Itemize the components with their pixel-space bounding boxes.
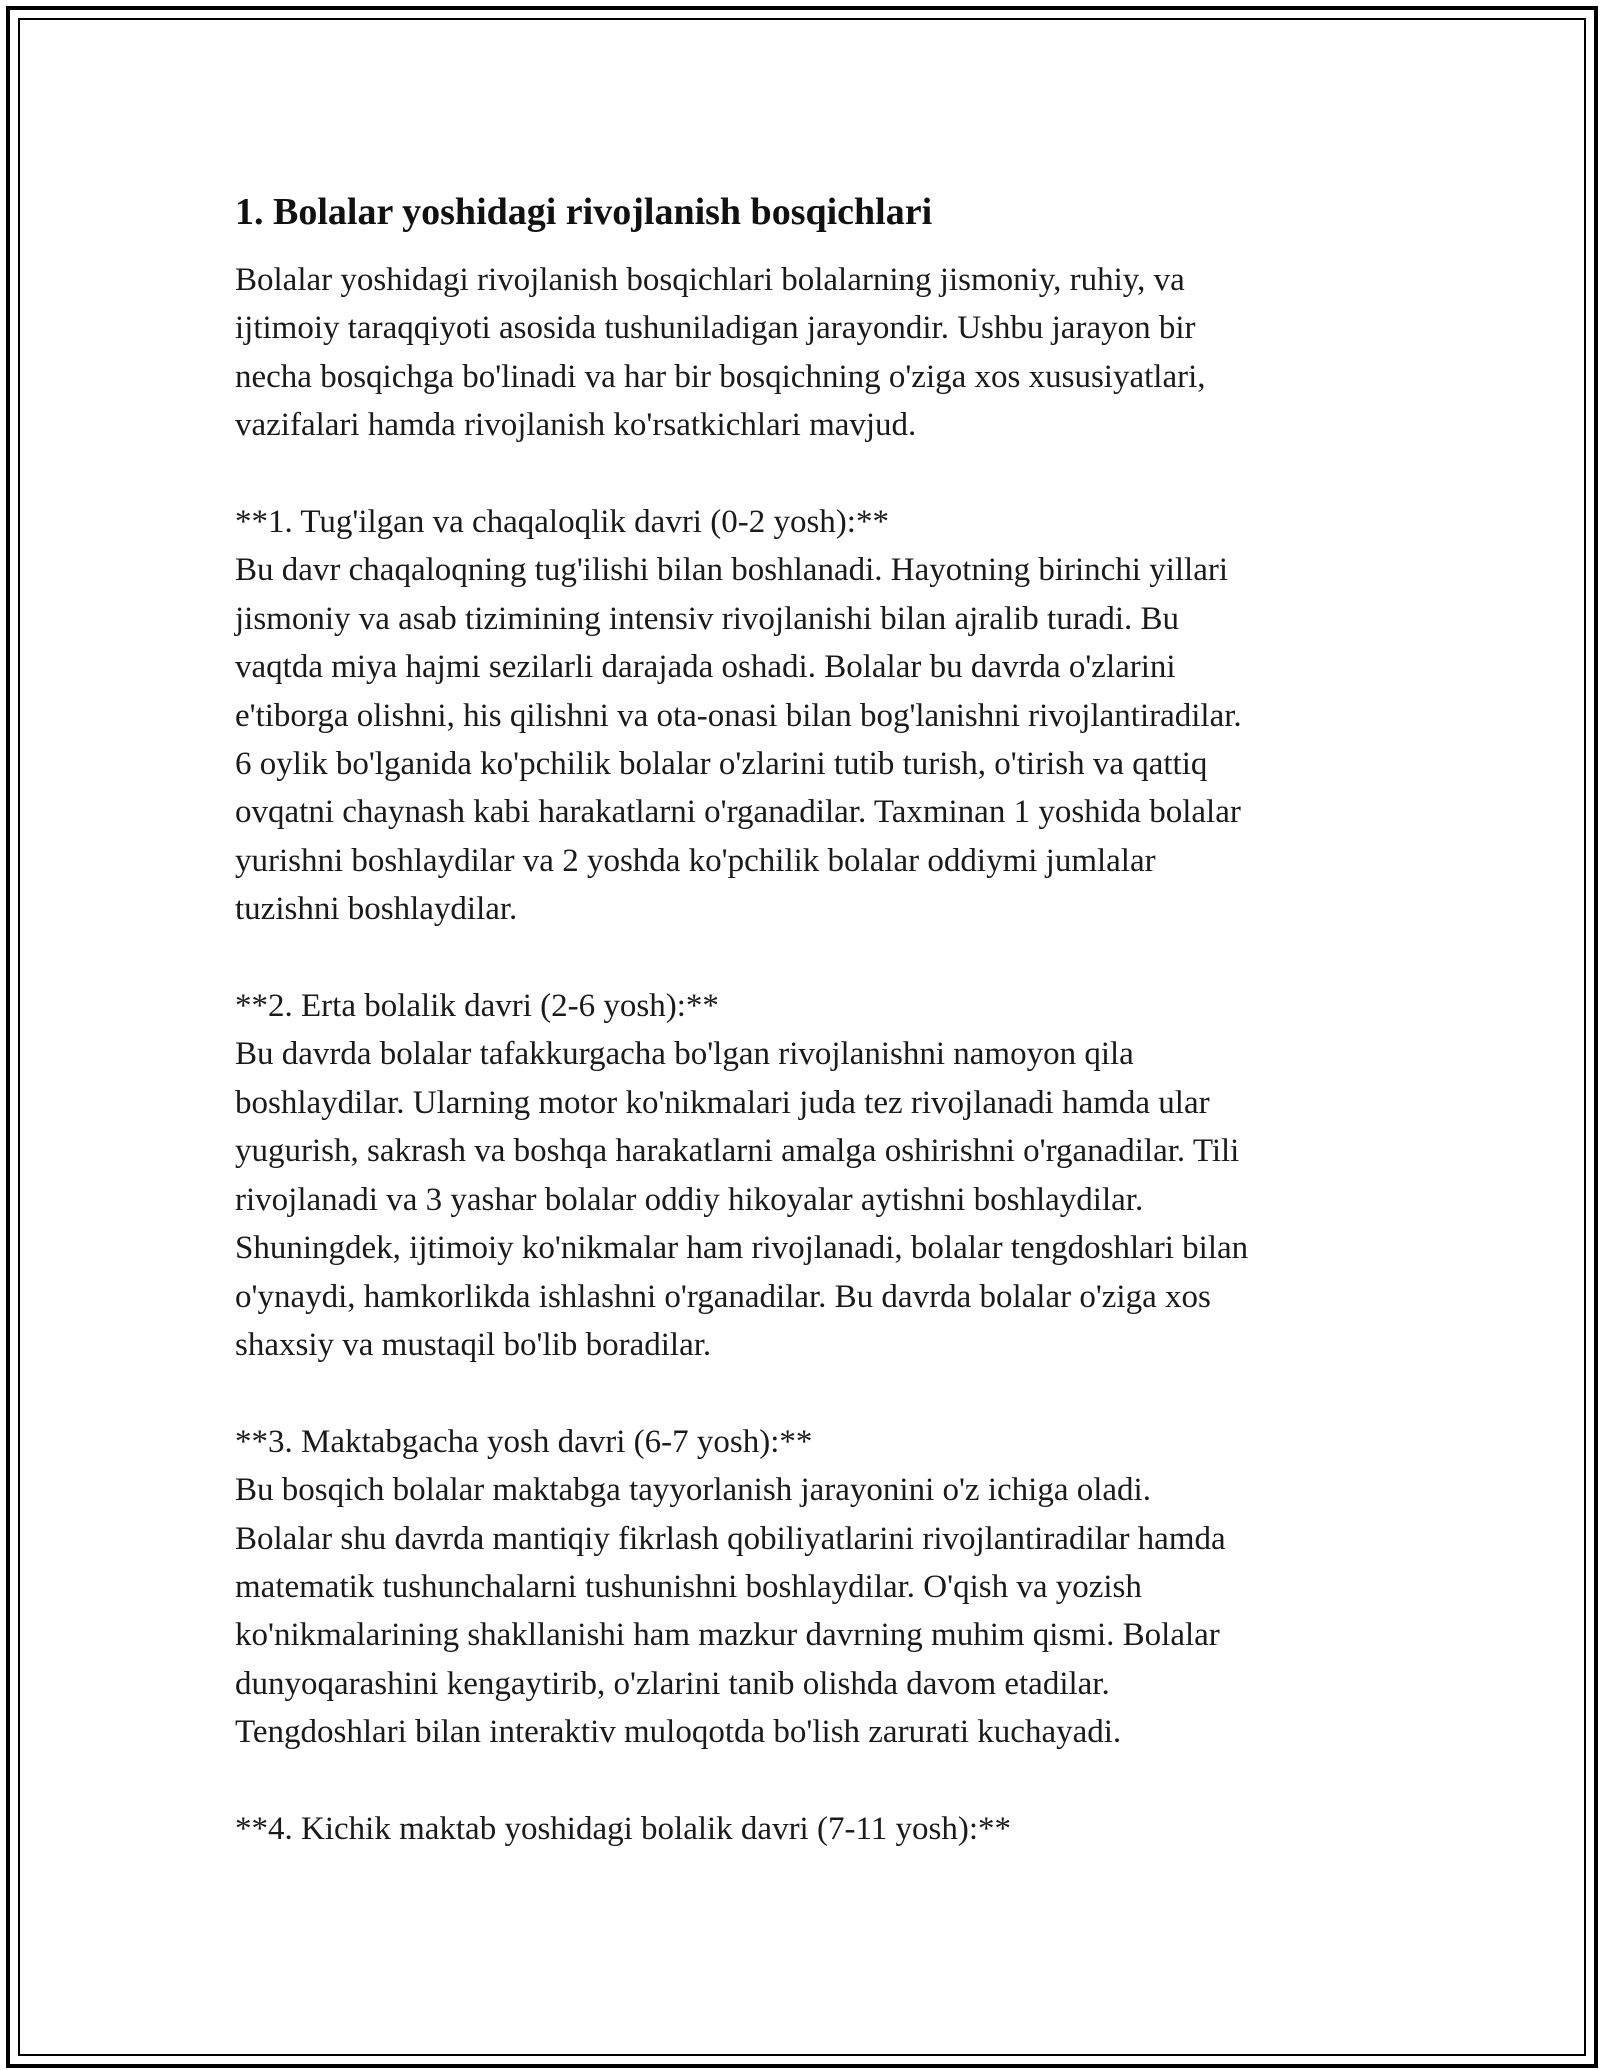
text-line: rivojlanadi va 3 yashar bolalar oddiy hikoyalar aytishni boshlaydilar. [235, 1181, 1144, 1218]
text-line: jismoniy va asab tizimining intensiv rivojlanishi bilan ajralib turadi. Bu [235, 600, 1180, 637]
paragraph-gap [235, 1369, 1385, 1417]
text-line: shaxsiy va mustaqil bo'lib boradilar. [235, 1326, 712, 1363]
section-preschool [235, 1418, 1385, 1757]
intro-paragraph [235, 256, 1385, 450]
text-line: necha bosqichga bo'linadi va har bir bosqichning o'ziga xos xususiyatlari, [235, 358, 1206, 395]
text-line: e'tiborga olishni, his qilishni va ota-onasi bilan bog'lanishni rivojlantiradilar. [235, 697, 1242, 734]
text-line: boshlaydilar. Ularning motor ko'nikmalari juda tez rivojlanadi hamda ular [235, 1084, 1210, 1121]
document-body [235, 188, 1385, 1853]
section-heading: **4. Kichik maktab yoshidagi bolalik davri (7-11 yosh):** [235, 1810, 1011, 1847]
section-primary-school [235, 1805, 1385, 1853]
text-line: dunyoqarashini kengaytirib, o'zlarini tanib olishda davom etadilar. [235, 1665, 1110, 1702]
section-early-childhood [235, 982, 1385, 1369]
text-line: vaqtda miya hajmi sezilarli darajada oshadi. Bolalar bu davrda o'zlarini [235, 649, 1176, 686]
text-line: Shuningdek, ijtimoiy ko'nikmalar ham rivojlanadi, bolalar tengdoshlari bilan [235, 1230, 1249, 1267]
text-line: yurishni boshlaydilar va 2 yoshda ko'pchilik bolalar oddiymi jumlalar [235, 842, 1156, 879]
paragraph-gap [235, 934, 1385, 982]
text-line: vazifalari hamda rivojlanish ko'rsatkichlari mavjud. [235, 407, 917, 444]
document-title: 1. Bolalar yoshidagi rivojlanish bosqichlari [235, 191, 933, 233]
text-line: Bu bosqich bolalar maktabga tayyorlanish jarayonini o'z ichiga oladi. [235, 1472, 1151, 1509]
text-line: ovqatni chaynash kabi harakatlarni o'rganadilar. Taxminan 1 yoshida bolalar [235, 794, 1241, 831]
paragraph-gap [235, 450, 1385, 498]
section-heading: **1. Tug'ilgan va chaqaloqlik davri (0-2 yosh):** [235, 504, 889, 541]
text-line: Tengdoshlari bilan interaktiv muloqotda bo'lish zarurati kuchayadi. [235, 1714, 1122, 1751]
text-line: ijtimoiy taraqqiyoti asosida tushuniladigan jarayondir. Ushbu jarayon bir [235, 310, 1196, 347]
text-line: o'ynaydi, hamkorlikda ishlashni o'rganadilar. Bu davrda bolalar o'ziga xos [235, 1278, 1211, 1315]
paragraph-gap [235, 1757, 1385, 1805]
text-line: Bu davr chaqaloqning tug'ilishi bilan boshlanadi. Hayotning birinchi yillari [235, 552, 1229, 589]
text-line: Bu davrda bolalar tafakkurgacha bo'lgan rivojlanishni namoyon qila [235, 1036, 1134, 1073]
text-line: yugurish, sakrash va boshqa harakatlarni amalga oshirishni o'rganadilar. Tili [235, 1133, 1240, 1170]
text-line: ko'nikmalarining shakllanishi ham mazkur davrning muhim qismi. Bolalar [235, 1617, 1220, 1654]
section-infancy [235, 498, 1385, 934]
section-heading: **3. Maktabgacha yosh davri (6-7 yosh):** [235, 1423, 813, 1460]
text-line: Bolalar yoshidagi rivojlanish bosqichlari bolalarning jismoniy, ruhiy, va [235, 262, 1185, 298]
text-line: matematik tushunchalarni tushunishni boshlaydilar. O'qish va yozish [235, 1568, 1142, 1605]
text-line: 6 oylik bo'lganida ko'pchilik bolalar o'zlarini tutib turish, o'tirish va qattiq [235, 746, 1208, 783]
text-line: Bolalar shu davrda mantiqiy fikrlash qobiliyatlarini rivojlantiradilar hamda [235, 1520, 1226, 1557]
text-line: tuzishni boshlaydilar. [235, 891, 518, 928]
section-heading: **2. Erta bolalik davri (2-6 yosh):** [235, 988, 719, 1025]
